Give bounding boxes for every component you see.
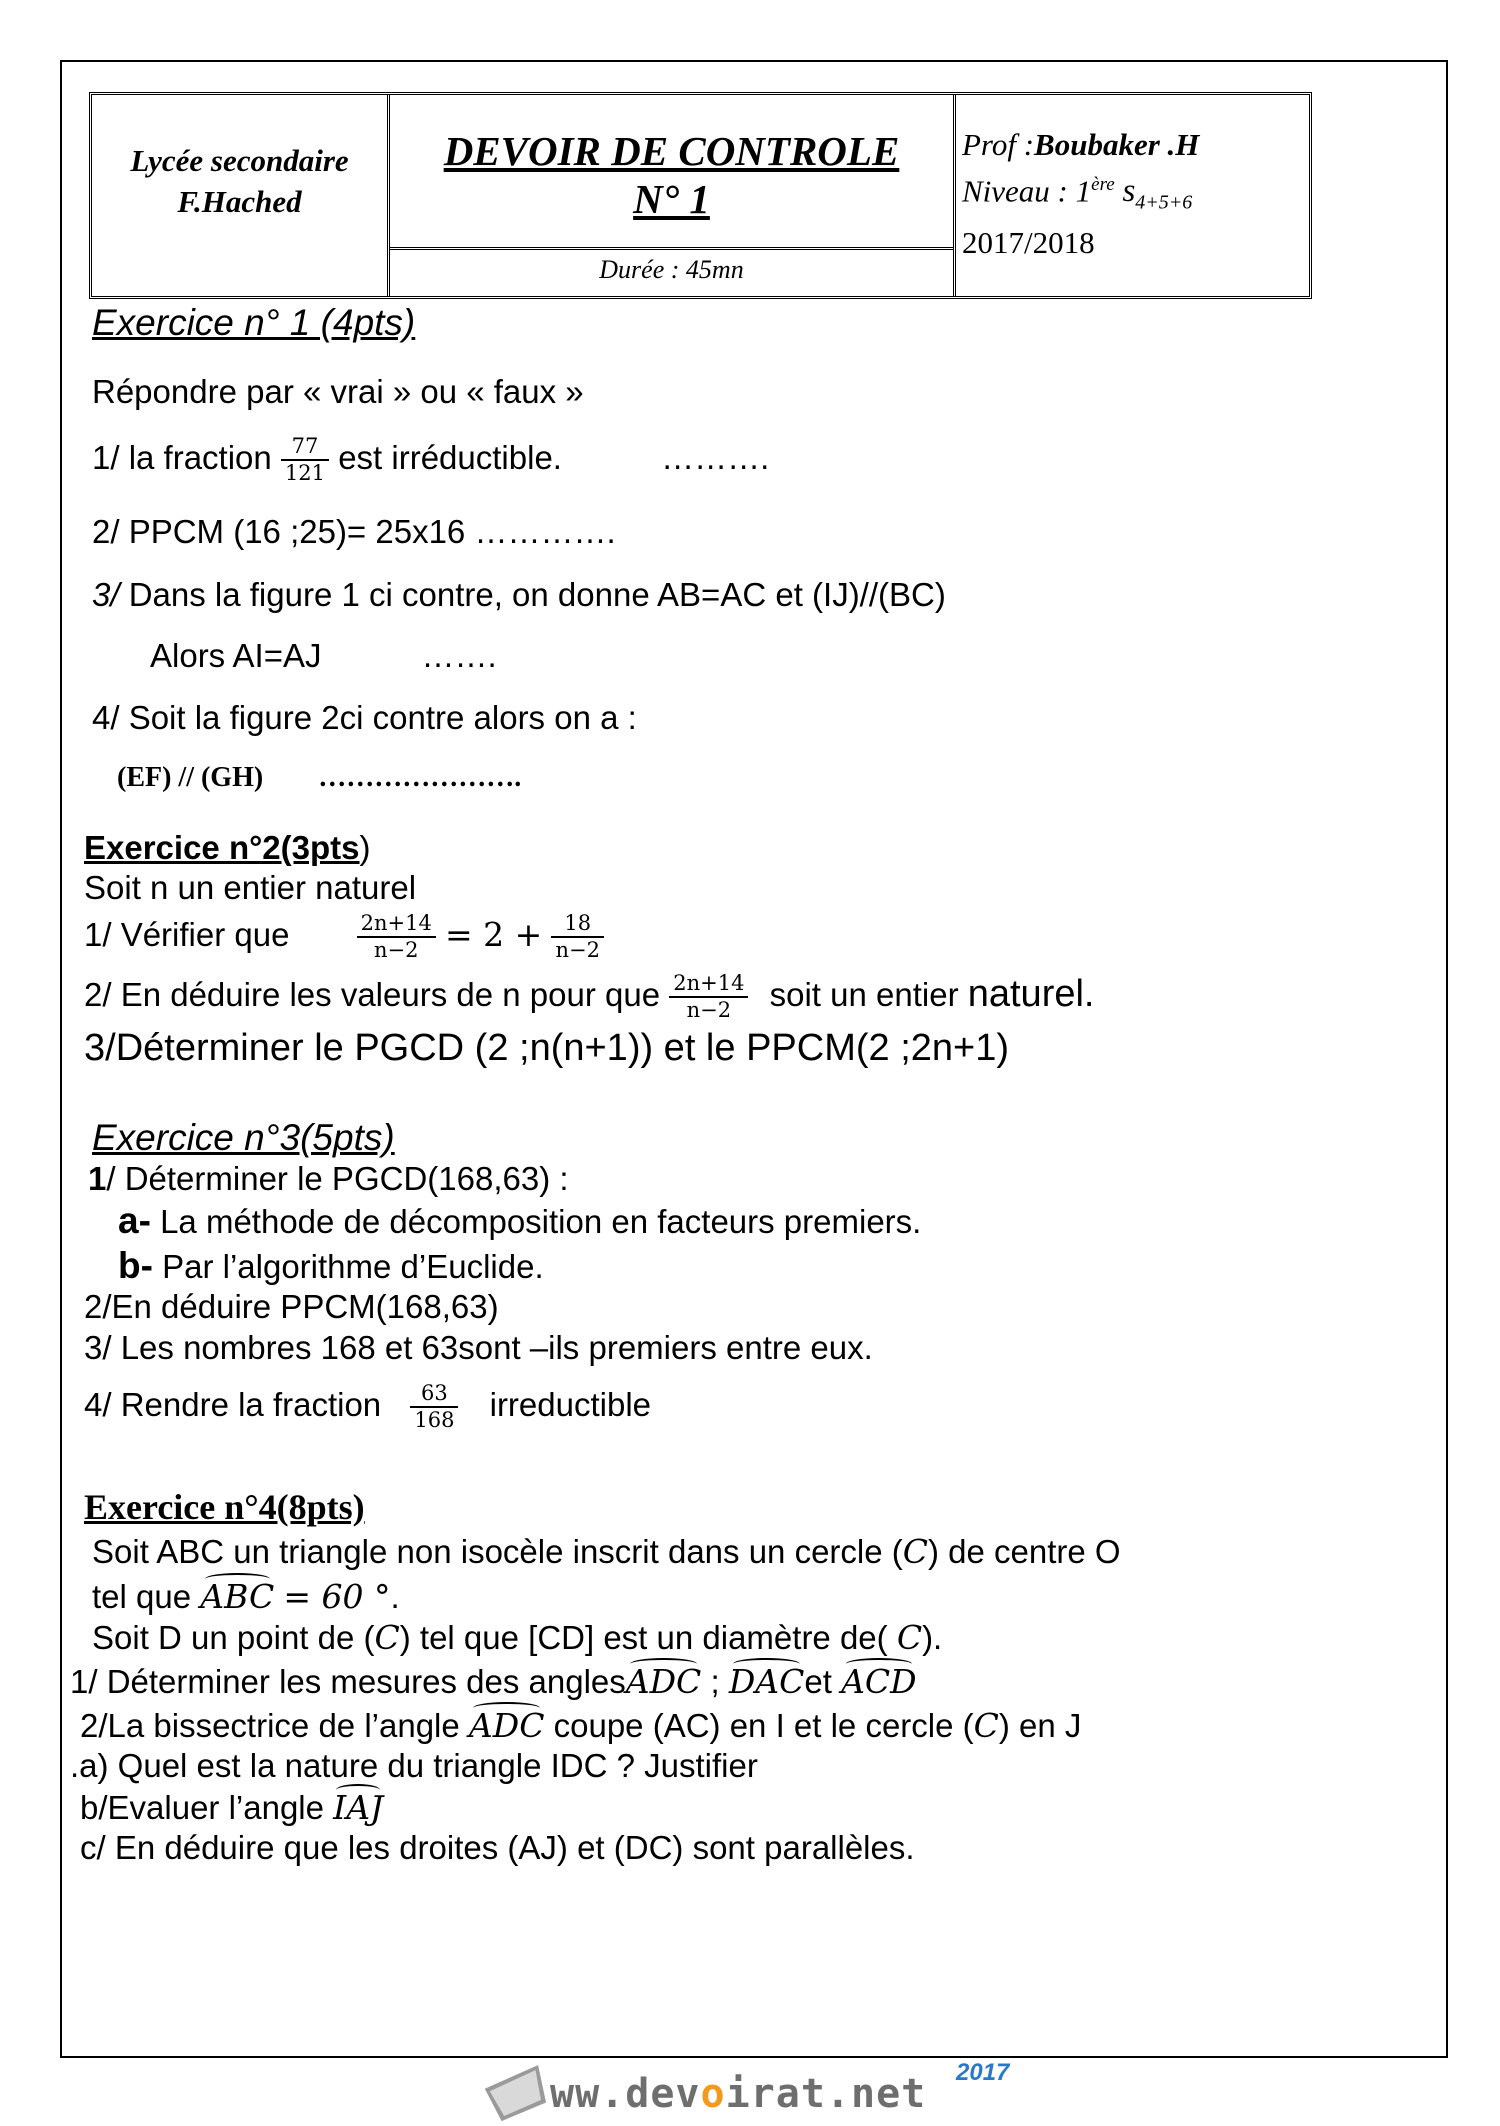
exam-title <box>390 105 953 250</box>
ex2-question-2 <box>84 962 1094 1027</box>
angle-abc: ABC <box>200 1577 275 1616</box>
ex4-question-2b <box>80 1788 383 1828</box>
ex4-q1-et: et <box>804 1663 832 1700</box>
school-name-2: F.Hached <box>177 183 302 219</box>
ex3-question-1a <box>118 1201 921 1242</box>
ex2-q1-text: 1/ Vérifier que <box>84 916 290 953</box>
ex4-question-2c: c/ En déduire que les droites (AJ) et (DC) sont parallèles. <box>80 1829 915 1866</box>
fraction-18-n2 <box>551 911 603 963</box>
frac-num: 2n+14 <box>669 971 748 998</box>
answer-blank: ………. <box>661 439 770 476</box>
ex2-q2-text-2: soit un entier <box>769 976 959 1013</box>
ex1-q4b-text: (EF) // (GH) <box>117 762 264 793</box>
ex3-qa-label: a- <box>118 1200 151 1241</box>
frac-den: n−2 <box>686 998 732 1023</box>
ex1-question-4b <box>117 758 521 798</box>
frac-num: 63 <box>410 1381 458 1408</box>
header-table <box>89 92 1312 299</box>
w-logo-icon <box>479 2062 556 2126</box>
ex4-line-2 <box>92 1577 400 1617</box>
ex4-q2-text-2: coupe (AC) en I et le cercle ( <box>544 1707 974 1744</box>
ex1-q1-text-2: est irréductible. <box>338 439 562 476</box>
angle-acd: ACD <box>841 1662 917 1701</box>
level-s: s <box>1122 173 1136 210</box>
ex4-q2-end: ) en J <box>998 1707 1082 1744</box>
teacher-name: Boubaker .H <box>1034 127 1200 162</box>
exercise-3-title: Exercice n°3(5pts) <box>92 1117 395 1158</box>
frac-den: 121 <box>284 461 326 486</box>
ex4-question-1 <box>70 1662 917 1702</box>
ex2-question-3: 3/Déterminer le PGCD (2 ;n(n+1)) et le PPCM(2 ;2n+1) <box>84 1027 1010 1069</box>
ex3-qb-text: Par l’algorithme d’Euclide. <box>152 1248 544 1285</box>
angle-value: = 60 ° <box>283 1577 391 1616</box>
ex3-question-1 <box>88 1159 569 1199</box>
frac-num: 77 <box>281 434 329 461</box>
ex2-question-1 <box>84 903 604 967</box>
answer-blank: …………………. <box>318 762 522 793</box>
ex3-qa-text: La méthode de décomposition en facteurs premiers. <box>150 1203 922 1240</box>
exam-title-line2: N° 1 <box>633 176 710 222</box>
duration: Durée : 45mn <box>599 255 744 284</box>
teacher-cell <box>956 95 1309 296</box>
ex1-q3-number: 3/ <box>92 576 120 613</box>
level <box>962 165 1309 223</box>
angle-adc: ADC <box>625 1662 702 1701</box>
teacher <box>962 125 1309 165</box>
frac-den: n−2 <box>555 938 600 963</box>
site-url-o: o <box>700 2071 726 2117</box>
level-classes <box>1122 173 1193 214</box>
ex4-l2-text: tel que <box>92 1578 192 1615</box>
ex4-l3-end: ). <box>922 1619 943 1656</box>
ex1-q1-text: 1/ la fraction <box>92 439 272 476</box>
site-url <box>550 2071 926 2117</box>
ex4-l1-text: Soit ABC un triangle non isocèle inscrit dans un cercle ( <box>92 1533 903 1570</box>
frac-den: 168 <box>414 1408 455 1433</box>
fraction-2n14-n2 <box>669 971 748 1023</box>
frac-num: 2n+14 <box>357 911 436 938</box>
ex3-q4-text: 4/ Rendre la fraction <box>84 1386 382 1423</box>
ex4-q2-text: 2/La bissectrice de l’angle <box>80 1707 460 1744</box>
frac-num: 18 <box>551 911 603 938</box>
circle-symbol: C <box>973 1706 999 1745</box>
level-sup: ère <box>1091 174 1115 195</box>
exercise-1-title: Exercice n° 1 (4pts) <box>92 302 416 343</box>
ex4-line-1 <box>92 1532 1121 1572</box>
title-cell <box>390 95 956 296</box>
ex3-q4-text-2: irreductible <box>489 1386 652 1423</box>
ex1-q3-text: Dans la figure 1 ci contre, on donne AB=AC et (IJ)//(BC) <box>119 576 946 613</box>
watermark-year: 2017 <box>956 2059 1010 2086</box>
ex1-instruction: Répondre par « vrai » ou « faux » <box>92 373 584 410</box>
exercise-2-title <box>84 828 371 868</box>
site-url-prefix: ww <box>550 2071 601 2117</box>
circle-symbol: C <box>374 1618 400 1657</box>
ex4-question-2 <box>80 1706 1081 1746</box>
answer-blank: ……. <box>421 637 497 674</box>
ex3-q1-text: / Déterminer le PGCD(168,63) : <box>106 1160 569 1197</box>
school-year: 2017/2018 <box>962 224 1095 260</box>
ex3-q1-number: 1 <box>88 1160 107 1197</box>
exam-title-line1: DEVOIR DE CONTROLE <box>443 128 900 174</box>
site-url-part: .dev <box>600 2071 701 2117</box>
ex4-l2-end: . <box>390 1578 400 1615</box>
school-cell <box>92 95 390 296</box>
ex1-question-4: 4/ Soit la figure 2ci contre alors on a : <box>92 699 637 736</box>
ex4-question-2a: .a) Quel est la nature du triangle IDC ? Justifier <box>70 1747 758 1784</box>
equation-sign: = 2 + <box>445 915 543 954</box>
ex1-q3b-text: Alors AI=AJ <box>150 637 322 674</box>
exercise-4-title: Exercice n°4(8pts) <box>84 1487 365 1527</box>
ex1-question-1 <box>92 425 769 491</box>
ex1-question-3 <box>92 575 946 615</box>
exercise-2-title-text: Exercice n°2(3pts <box>84 829 360 866</box>
exercise-2-title-close: ) <box>359 829 371 866</box>
ex3-question-2: 2/En déduire PPCM(168,63) <box>84 1288 499 1325</box>
site-watermark <box>484 2059 1010 2117</box>
angle-adc: ADC <box>468 1706 545 1745</box>
ex3-question-3: 3/ Les nombres 168 et 63sont –ils premiers entre eux. <box>84 1329 873 1366</box>
ex3-qb-label: b- <box>118 1245 153 1286</box>
ex2-q2-text-3: naturel. <box>967 973 1095 1015</box>
ex4-l1-end: ) de centre O <box>928 1533 1121 1570</box>
ex1-question-3b <box>150 636 497 676</box>
fraction-2n14-n2 <box>357 911 436 963</box>
level-label: Niveau : 1 <box>962 173 1092 209</box>
ex4-l3-text: Soit D un point de ( <box>92 1619 375 1656</box>
ex3-question-1b <box>118 1246 544 1287</box>
fraction-77-121 <box>281 434 329 486</box>
ex4-q1-sep: ; <box>701 1663 720 1700</box>
ex2-intro: Soit n un entier naturel <box>84 869 417 906</box>
angle-dac: DAC <box>728 1662 805 1701</box>
ex4-line-3 <box>92 1618 942 1658</box>
ex4-l3-text-2: ) tel que [CD] est un diamètre de( <box>399 1619 897 1656</box>
site-url-rest: irat.net <box>725 2071 927 2117</box>
frac-den: n−2 <box>373 938 419 963</box>
ex3-question-4 <box>84 1374 651 1436</box>
fraction-63-168 <box>410 1381 458 1433</box>
circle-symbol: C <box>896 1618 923 1657</box>
ex4-qb-text: b/Evaluer l’angle <box>80 1789 324 1826</box>
ex4-q1-text: 1/ Déterminer les mesures des angles <box>70 1663 626 1700</box>
school-name: Lycée secondaire <box>130 142 349 178</box>
teacher-label: Prof : <box>962 127 1035 162</box>
ex1-question-2: 2/ PPCM (16 ;25)= 25x16 …………. <box>92 513 616 550</box>
circle-symbol: C <box>902 1532 929 1571</box>
ex2-q2-text: 2/ En déduire les valeurs de n pour que <box>84 976 661 1013</box>
level-sub: 4+5+6 <box>1135 191 1193 214</box>
angle-iaj: IAJ <box>333 1788 384 1827</box>
